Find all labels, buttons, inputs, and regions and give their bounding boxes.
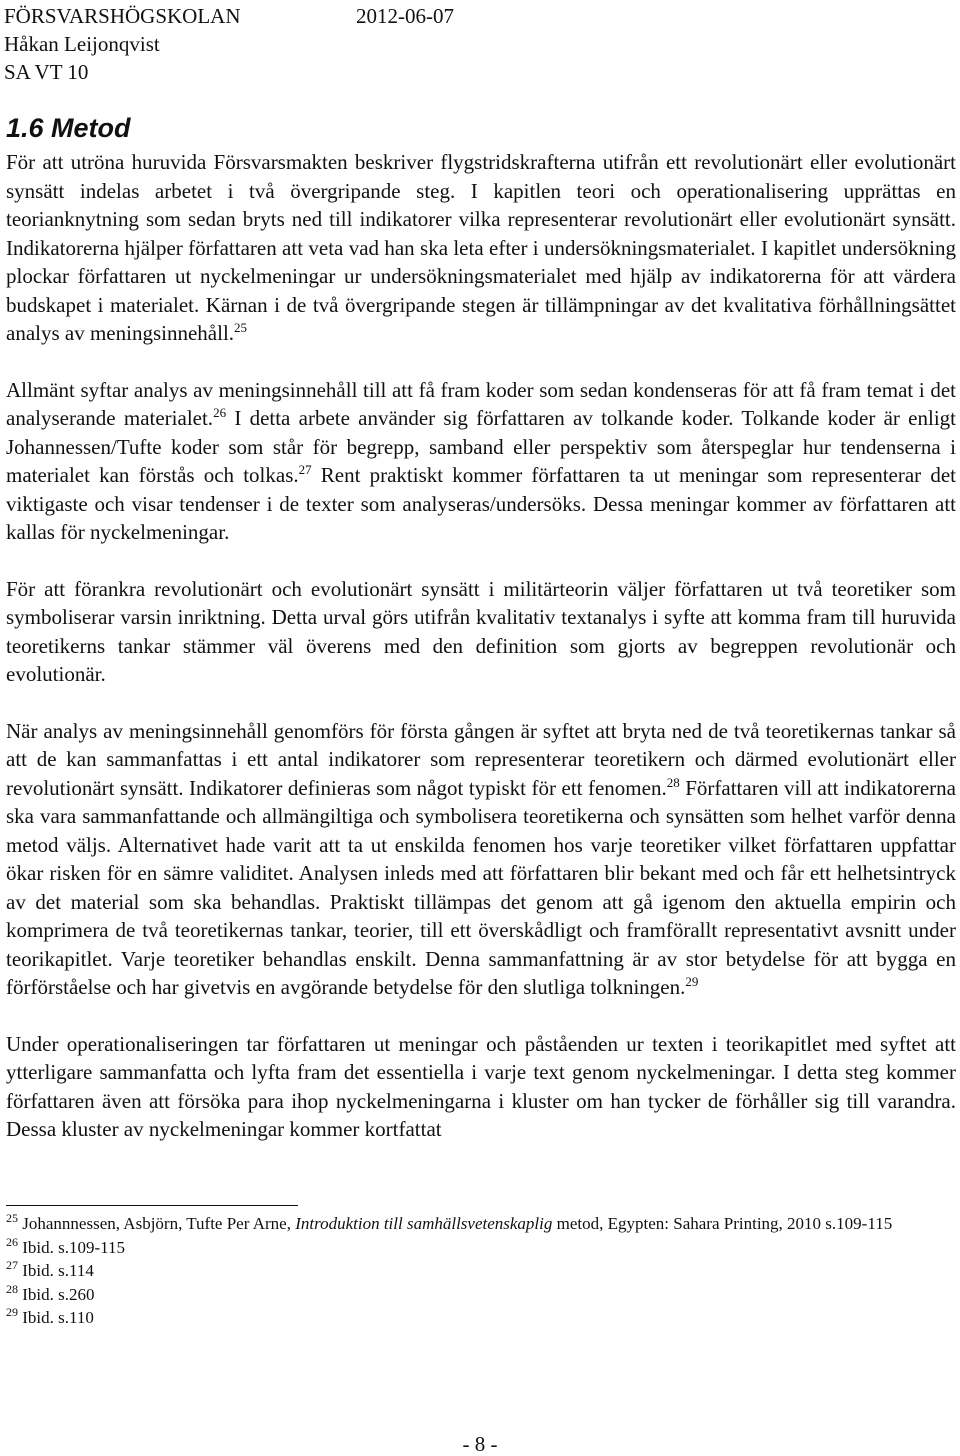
footnote-ref-25[interactable]: 25 (234, 320, 248, 335)
footnote-text: Ibid. s.114 (18, 1261, 94, 1280)
footnote-number: 26 (6, 1234, 18, 1249)
footnote-text: metod, Egypten: Sahara Printing, 2010 s.109-115 (552, 1214, 893, 1233)
body-text (6, 148, 956, 1172)
footnote-ref-29[interactable]: 29 (685, 974, 699, 989)
paragraph-2-text-a: Allmänt syftar analys av meningsinnehåll till att få fram koder som sedan kondenseras för att få fram temat i det analyserande materialet. (6, 377, 956, 430)
footnote-28 (6, 1283, 956, 1307)
paragraph-4-text-b: Författaren vill att indikatorerna ska vara sammanfattande och allmängiltiga och symbolisera teoretikerna och synsätten som helhet varför denna metod väljs. Alternativet hade varit att ta ut enskilda fenomen hos varje teoretiker vilket författaren uppfattar ökar risken för en sämre validitet. Analysen inleds med att författaren blir bekant med och får ett helhetsintryck av det material som ska behandlas. Praktiskt tillämpas det genom att gå igenom den aktuella empirin och komprimera de två teoretikernas tankar, teorier, till ett överskådligt och framförallt representativt avsnitt under teorikapitlet. Varje teoretiker behandlas enskilt. Denna sammanfattning är av stor betydelse för att bygga en förförståelse och har givetvis en avgörande betydelse för den slutliga tolkningen. (6, 775, 956, 999)
footnotes (6, 1212, 956, 1330)
footnote-text: Ibid. s.110 (18, 1308, 94, 1327)
footnote-text: Ibid. s.109-115 (18, 1237, 126, 1257)
paragraph-1 (6, 148, 956, 348)
footnote-29 (6, 1306, 956, 1330)
paragraph-3: För att förankra revolutionärt och evolutionärt synsätt i militärteorin väljer författaren ut två teoretiker som symboliserar varsin inriktning. Detta urval görs utifrån kvalitativ textanalys i syfte att komma fram till huruvida teoretikerns tankar stämmer väl överens med den definition som gjorts av begreppen revolutionär och evolutionär. (6, 576, 956, 686)
header-school: FÖRSVARSHÖGSKOLAN (4, 4, 241, 28)
footnote-book-title: Introduktion till samhällsvetenskaplig (295, 1214, 553, 1233)
footnote-text: Ibid. s.260 (18, 1284, 95, 1304)
paragraph-2 (6, 376, 956, 547)
footnote-number: 29 (6, 1305, 18, 1319)
footnote-ref-26[interactable]: 26 (213, 405, 227, 420)
footnote-27 (6, 1259, 956, 1283)
paragraph-4-text-a: När analys av meningsinnehåll genomförs för första gången är syftet att bryta ned de två teoretikernas tankar så att de kan sammanfattas i ett antal indikatorer som representerar teoretikern och därmed evolutionärt eller revolutionärt synsätt. Indikatorer definieras som något typiskt för ett fenomen. (6, 718, 956, 800)
footnote-text: Johannnessen, Asbjörn, Tufte Per Arne, (18, 1214, 296, 1233)
paragraph-2-text-b: I detta arbete använder sig författaren av tolkande koder. Tolkande koder är enligt Johannessen/Tufte koder som står för begrepp, samband eller perspektiv som återspeglar hur tendenserna i materialet kan förstås och tolkas. (6, 406, 956, 487)
footnote-ref-28[interactable]: 28 (666, 774, 680, 790)
paragraph-1-text: För att utröna huruvida Försvarsmakten beskriver flygstridskrafterna utifrån ett revolutionärt eller evolutionärt synsätt indelas arbetet i två övergripande steg. I kapitlen teori och operationalisering upprättas en teorianknytning som sedan bryts ned till indikatorer vilka representerar revolutionärt eller evolutionärt synsätt. Indikatorerna hjälper författaren att veta vad han ska leta efter i undersökningsmaterialet. I kapitlet undersökning plockar författaren ut nyckelmeningar ur undersökningsmaterialet med hjälp av indikatorerna för att värdera budskapet i materialet. Kärnan i de två övergripande stegen är tillämpningar av det kvalitativa förhållningsättet analys av meningsinnehåll. (6, 150, 956, 345)
footnote-number: 28 (6, 1281, 18, 1296)
page-number: - 8 - (462, 1432, 498, 1456)
paragraph-5: Under operationaliseringen tar författaren ut meningar och påståenden ur texten i teorikapitlet med syftet att ytterligare sammanfatta och lyfta fram det essentiella i varje text genom nyckelmeningar. I detta steg kommer författaren även att försöka para ihop nyckelmeningarna i kluster om han tycker de förhåller sig till varandra. Dessa kluster av nyckelmeningar kommer kortfattat (6, 1031, 956, 1141)
header-course: SA VT 10 (4, 60, 89, 84)
footnote-number: 27 (6, 1258, 18, 1272)
page-header (4, 2, 454, 86)
header-author: Håkan Leijonqvist (4, 32, 160, 56)
footnote-25 (6, 1212, 956, 1236)
footnote-number: 25 (6, 1211, 18, 1225)
footnote-26 (6, 1236, 956, 1260)
section-heading: 1.6 Metod (6, 113, 131, 143)
footnote-divider (6, 1205, 298, 1206)
footnote-ref-27[interactable]: 27 (298, 462, 312, 477)
paragraph-4 (6, 717, 956, 1002)
paragraph-2-text-c: Rent praktiskt kommer författaren ta ut meningar som representerar det viktigaste och visar tendenser i de texter som analyseras/undersöks. Dessa meningar kommer av författaren att kallas för nyckelmeningar. (6, 463, 956, 544)
header-date: 2012-06-07 (356, 4, 454, 28)
